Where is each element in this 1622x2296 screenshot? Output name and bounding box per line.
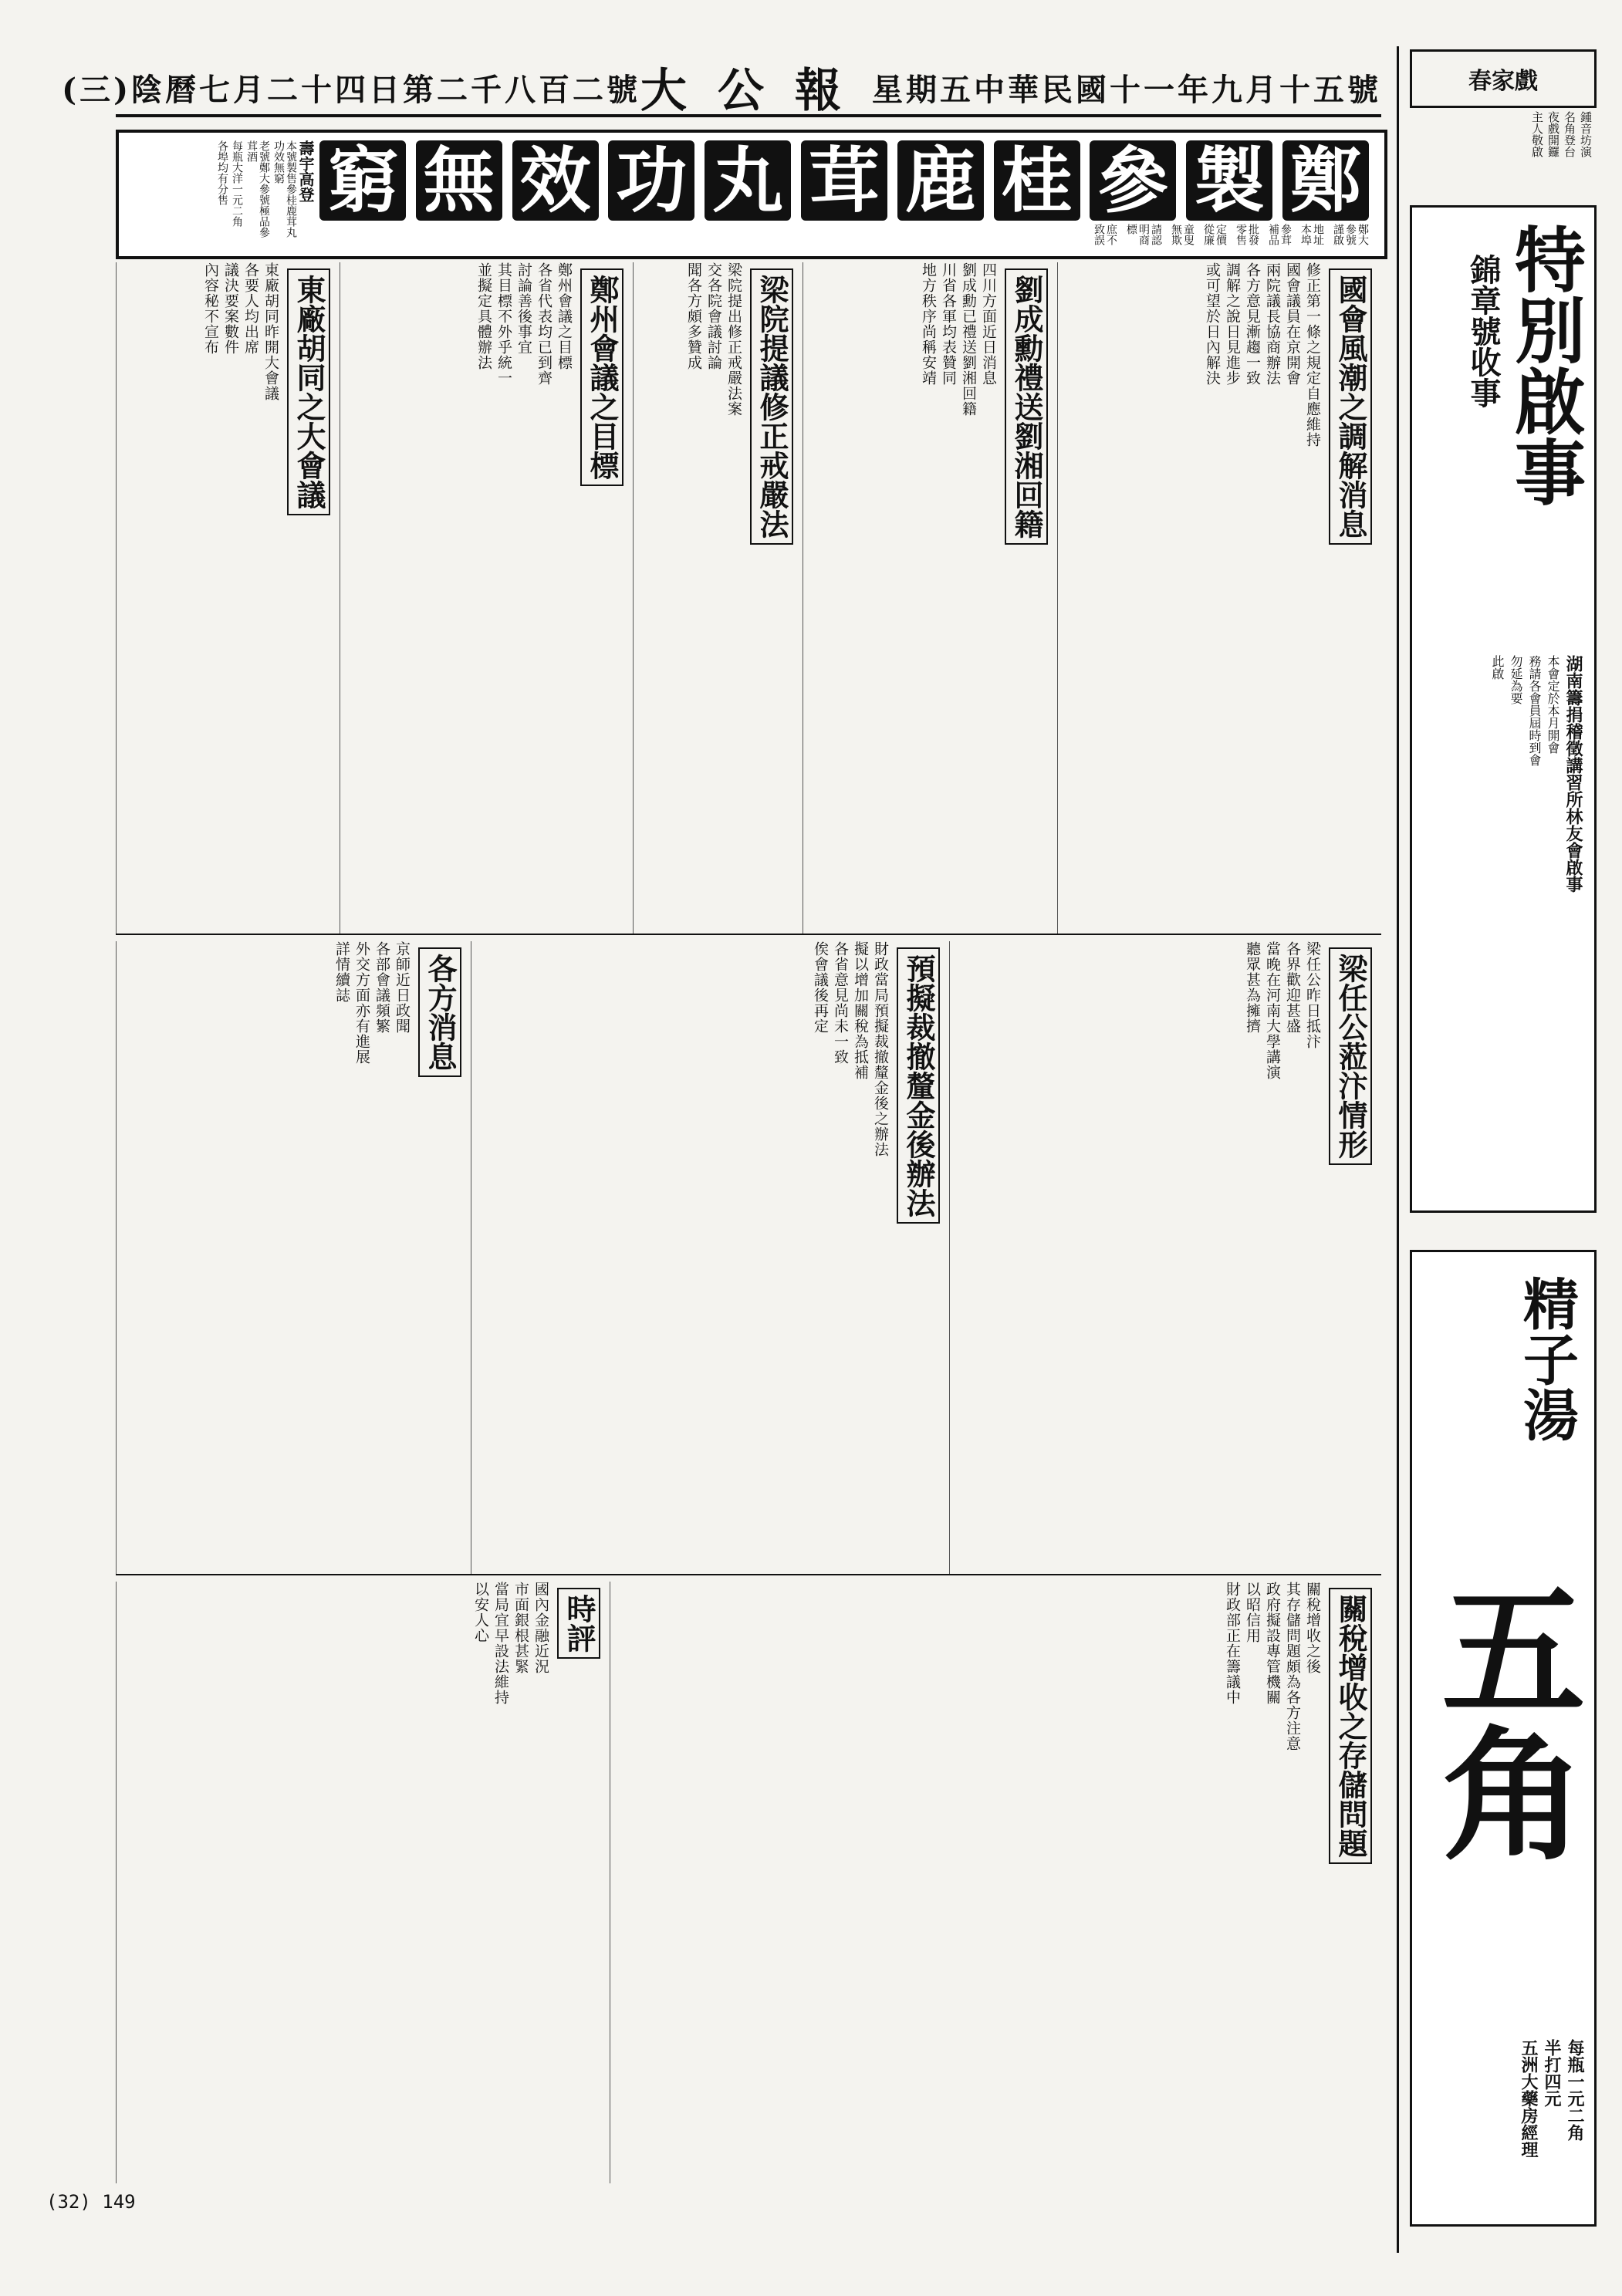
masthead-weekday: 星期五 [872,71,974,108]
banner-foot-line: 批發零售 [1235,224,1259,245]
article-text: 調解之說日見進步 [1224,262,1241,386]
article-text: 並擬定具體辦法 [475,262,492,370]
medicine-ad-name: 精子湯 [1514,1275,1580,1442]
medicine-ad-foot [1420,2039,1585,2215]
article-text: 市面銀根甚緊 [512,1582,529,1674]
article-headline: 梁任公蒞汴情形 [1329,947,1372,1165]
article-headline: 梁院提議修正戒嚴法 [750,268,793,545]
article-text: 川省各軍均表贊同 [940,262,957,386]
article-text: 俟會議後再定 [812,941,829,1034]
news-tier-1 [116,262,1381,935]
masthead [62,60,1381,118]
banner-foot-line: 地址本埠 [1299,224,1324,245]
article-text: 四川方面近日消息 [980,262,997,386]
medicine-ad-price: 五角 [1418,1576,1587,1863]
notice-ad-headline: 特別啟事 [1503,223,1587,507]
article-martial-law [633,262,803,934]
banner-char: 桂 [994,140,1080,221]
article-headline: 國會風潮之調解消息 [1329,268,1372,545]
article-text: 內容秘不宣布 [202,262,219,355]
notice-ad-body [1421,655,1583,1195]
article-parliament [1057,262,1381,934]
banner-char: 丸 [705,140,791,221]
news-tier-2 [116,941,1381,1575]
article-customs [610,1582,1381,2183]
banner-char: 茸 [801,140,887,221]
article-text: 聞各方頗多贊成 [685,262,702,370]
article-headline: 關稅增收之存儲問題 [1329,1588,1372,1864]
article-text: 擬以增加關稅為抵補 [852,941,869,1080]
article-text: 各省代表均已到齊 [536,262,552,386]
news-tier-3 [116,1582,1381,2183]
article-headline: 預擬裁撤釐金後辦法 [897,947,940,1224]
masthead-paper-name: 大公報 [640,64,872,118]
right-ad-column [1397,46,1601,2253]
article-text: 京師近日政聞 [394,941,411,1034]
article-text: 其存儲問題頗為各方注意 [1284,1582,1301,1751]
article-headline: 時評 [557,1588,600,1659]
theatre-line: 鍾音坊演 [1579,111,1593,157]
article-text: 國內金融近況 [532,1582,549,1674]
article-text: 討論善後事宜 [515,262,532,355]
banner-foot-line: 參茸補品 [1267,224,1292,245]
article-misc [116,941,471,1574]
article-text: 兩院議長協商辦法 [1264,262,1281,386]
banner-foot-line: 定價從廉 [1202,224,1227,245]
banner-char: 窮 [319,140,406,221]
banner-char: 鹿 [897,140,984,221]
notice-line: 此啟 [1490,655,1505,680]
article-text: 交各院會議討論 [705,262,722,370]
notice-line: 勿延為要 [1509,655,1523,704]
notice-line: 本會定於本月開會 [1546,655,1560,754]
banner-foot-line: 鄭大參號謹啟 [1332,224,1369,245]
banner-line: 各埠均有分售 [216,140,228,205]
banner-char: 製 [1186,140,1272,221]
banner-side-text [127,140,315,245]
medicine-line: 每瓶一元二角 [1565,2039,1585,2141]
article-text: 梁院提出修正戒嚴法案 [725,262,742,417]
article-text: 梁任公昨日抵汴 [1304,941,1321,1049]
article-text: 各部會議頻繁 [373,941,390,1034]
masthead-lunar-date: 陰曆七月二十四日 [131,71,403,108]
article-text: 以安人心 [472,1582,489,1643]
article-text: 當局宜早設法維持 [492,1582,509,1705]
banner-char: 效 [512,140,599,221]
theatre-ad-label: 春家戲 [1410,49,1597,108]
medicine-line: 半打四元 [1542,2039,1562,2107]
article-headline: 各方消息 [418,947,461,1077]
article-lijin [471,941,949,1574]
notice-ad-subhead: 錦章號收事 [1465,254,1502,408]
banner-char: 參 [1090,140,1176,221]
banner-char: 功 [608,140,694,221]
theatre-line: 名角登台 [1563,111,1576,157]
article-text: 議決要案數件 [222,262,239,355]
banner-label: 壽宇高登 [296,140,315,202]
article-text: 詳情續誌 [333,941,350,1003]
masthead-page-number: (三) [62,71,131,108]
article-text: 地方秩序尚稱安靖 [920,262,937,386]
article-text: 國會議員在京開會 [1284,262,1301,386]
article-text: 當晚在河南大學講演 [1264,941,1281,1080]
masthead-date: 中華民國十一年九月十五號 [974,71,1381,108]
banner-line: 本號製售參桂鹿茸丸功效無窮 [272,140,297,238]
notice-line: 務請各會員屆時到會 [1527,655,1542,766]
article-zhengzhou [340,262,633,934]
page-folio: (32) 149 [46,2191,136,2213]
advertisement-banner [116,130,1387,259]
article-text: 或可望於日內解決 [1204,262,1221,386]
notice-line: 湖南籌捐稽徵講習所林友會啟事 [1563,655,1583,893]
banner-char: 鄭 [1282,140,1369,221]
banner-foot-text [319,224,1369,250]
article-text: 政府擬設專管機關 [1264,1582,1281,1705]
article-text: 關稅增收之後 [1304,1582,1321,1674]
article-text: 各省意見尚未一致 [832,941,849,1065]
article-text: 以昭信用 [1244,1582,1261,1643]
banner-title [319,140,1369,221]
article-text: 各要人均出席 [242,262,259,355]
notice-ad [1410,205,1597,1213]
theatre-line: 夜戲開鑼 [1546,111,1560,157]
banner-foot-line: 庶不致誤 [1093,224,1117,245]
article-headline: 鄭州會議之目標 [580,268,623,486]
article-headline: 劉成勳禮送劉湘回籍 [1005,268,1048,545]
article-dongchang [116,262,340,934]
medicine-ad [1410,1250,1597,2227]
banner-line: 每瓶大洋一元二角 [231,140,243,227]
article-text: 東廠胡同昨開大會議 [262,262,279,401]
article-sichuan [803,262,1057,934]
article-text: 聽眾甚為擁擠 [1244,941,1261,1034]
article-text: 其目標不外乎統一 [495,262,512,386]
banner-foot-line: 請認明商標 [1125,224,1162,245]
article-text: 各方意見漸趨一致 [1244,262,1261,386]
article-text: 修正第一條之規定自應維持 [1304,262,1321,447]
theatre-ad-text [1410,111,1592,196]
article-text: 劉成勳已禮送劉湘回籍 [960,262,977,417]
article-text: 財政部正在籌議中 [1224,1582,1241,1705]
masthead-issue: 第二千八百二號 [403,71,640,108]
banner-foot-line: 童叟無欺 [1170,224,1195,245]
article-text: 各界歡迎甚盛 [1284,941,1301,1034]
medicine-line: 五洲大藥房經理 [1519,2039,1539,2158]
article-text: 財政當局預擬裁撤釐金後之辦法 [872,941,889,1157]
theatre-line: 主人敬啟 [1530,111,1544,157]
banner-char: 無 [416,140,502,221]
article-headline: 東廠胡同之大會議 [287,268,330,515]
banner-line: 老號鄭大參號極品參茸酒 [245,140,270,238]
article-text: 鄭州會議之目標 [556,262,573,370]
article-liang-bian [949,941,1381,1574]
article-text: 外交方面亦有進展 [353,941,370,1065]
article-commentary [116,1582,610,2183]
